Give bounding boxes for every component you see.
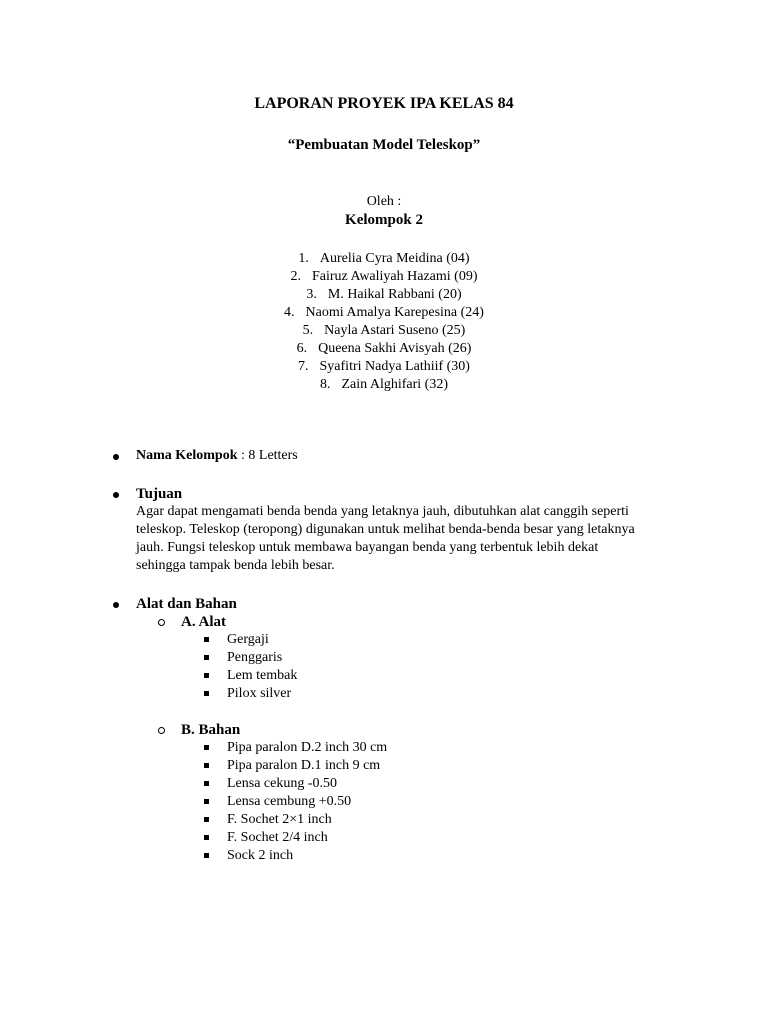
square-bullet-icon <box>204 835 209 840</box>
square-bullet-icon <box>204 853 209 858</box>
square-bullet-icon <box>204 781 209 786</box>
square-bullet-icon <box>204 817 209 822</box>
group-name-label: Nama Kelompok <box>136 448 238 463</box>
tool-item-text: Lem tembak <box>227 668 298 683</box>
tool-item-text: Penggaris <box>227 650 283 665</box>
supply-item-text: Lensa cekung -0.50 <box>227 776 338 791</box>
supplies-label: B. Bahan <box>181 722 241 738</box>
member-name: Queena Sakhi Avisyah (26) <box>318 341 472 356</box>
member-item <box>0 340 768 358</box>
purpose-line: sehingga tampak benda lebih besar. <box>136 558 335 573</box>
purpose-paragraph <box>136 503 696 575</box>
bullet-icon <box>113 454 119 460</box>
member-item <box>0 286 768 304</box>
circle-bullet-icon <box>158 727 165 734</box>
supply-item-text: Lensa cembung +0.50 <box>227 794 352 809</box>
square-bullet-icon <box>204 799 209 804</box>
member-name: Fairuz Awaliyah Hazami (09) <box>312 269 478 284</box>
purpose-line: jauh. Fungsi teleskop untuk membawa bayangan benda yang terbentuk lebih dekat <box>136 540 599 555</box>
bullet-icon <box>113 602 119 608</box>
by-label: Oleh : <box>366 194 402 209</box>
member-number: 4. <box>284 305 295 320</box>
member-number: 8. <box>319 377 331 392</box>
square-bullet-icon <box>204 691 209 696</box>
square-bullet-icon <box>204 637 209 642</box>
tools-label: A. Alat <box>181 614 226 630</box>
member-item <box>0 250 768 268</box>
member-name: M. Haikal Rabbani (20) <box>327 287 462 302</box>
member-name: Aurelia Cyra Meidina (04) <box>319 251 470 266</box>
member-item <box>0 358 768 376</box>
square-bullet-icon <box>204 745 209 750</box>
member-name: Nayla Astari Suseno (25) <box>324 323 466 338</box>
member-number: 2. <box>290 269 301 284</box>
member-number: 1. <box>298 251 309 266</box>
supply-item-text: Pipa paralon D.2 inch 30 cm <box>227 740 388 755</box>
group-name-line <box>136 447 298 465</box>
supply-item-text: Sock 2 inch <box>227 848 294 863</box>
member-item <box>0 322 768 340</box>
member-number: 6. <box>296 341 308 356</box>
purpose-label: Tujuan <box>136 486 183 502</box>
tool-item-text: Pilox silver <box>227 686 292 701</box>
square-bullet-icon <box>204 763 209 768</box>
member-item <box>0 304 768 322</box>
tool-item-text: Gergaji <box>227 632 269 647</box>
group-name-value: : 8 Letters <box>237 448 298 463</box>
bullet-icon <box>113 492 119 498</box>
report-title: LAPORAN PROYEK IPA KELAS 84 <box>254 95 514 112</box>
materials-label: Alat dan Bahan <box>136 596 237 612</box>
member-name: Zain Alghifari (32) <box>341 377 449 392</box>
purpose-line: Agar dapat mengamati benda benda yang letaknya jauh, dibutuhkan alat canggih seperti <box>136 504 629 519</box>
square-bullet-icon <box>204 655 209 660</box>
report-subtitle: “Pembuatan Model Teleskop” <box>287 137 481 153</box>
member-list <box>0 250 768 394</box>
member-name: Syafitri Nadya Lathiif (30) <box>319 359 470 374</box>
supply-item-text: F. Sochet 2×1 inch <box>227 812 332 827</box>
purpose-line: teleskop. Teleskop (teropong) digunakan untuk melihat benda-benda besar yang letaknya <box>136 522 635 537</box>
supply-item-text: Pipa paralon D.1 inch 9 cm <box>227 758 381 773</box>
member-item <box>0 268 768 286</box>
group-label: Kelompok 2 <box>345 212 423 228</box>
member-number: 3. <box>306 287 317 302</box>
member-number: 7. <box>298 359 309 374</box>
member-item <box>0 376 768 394</box>
member-name: Naomi Amalya Karepesina (24) <box>305 305 484 320</box>
supply-item-text: F. Sochet 2/4 inch <box>227 830 328 845</box>
member-number: 5. <box>302 323 314 338</box>
circle-bullet-icon <box>158 619 165 626</box>
square-bullet-icon <box>204 673 209 678</box>
